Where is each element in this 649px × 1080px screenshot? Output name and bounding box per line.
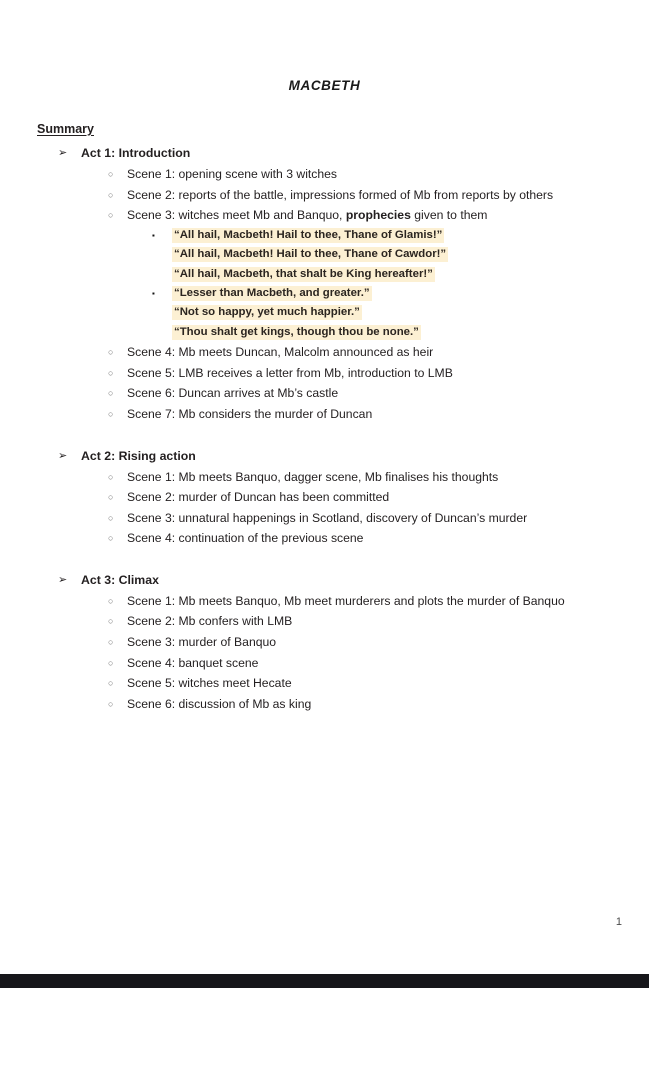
arrow-bullet-icon: ➢ xyxy=(58,449,68,462)
scene-text: Scene 3: witches meet Mb and Banquo, xyxy=(127,208,346,223)
quote-item xyxy=(0,265,649,284)
act-label: Act 1: Introduction xyxy=(81,146,191,160)
circle-bullet-icon: ○ xyxy=(108,388,114,399)
scene-item xyxy=(0,653,649,674)
scene-item xyxy=(0,185,649,206)
circle-bullet-icon: ○ xyxy=(108,698,114,709)
highlighted-quote-text: “Not so happy, yet much happier.” xyxy=(174,306,360,319)
scene-text: Scene 3: murder of Banquo xyxy=(127,635,277,650)
scene-text: Scene 4: continuation of the previous scene xyxy=(127,531,364,546)
scene-item xyxy=(0,528,649,549)
scene-text: Scene 6: Duncan arrives at Mb’s castle xyxy=(127,386,339,401)
scene-text: Scene 4: Mb meets Duncan, Malcolm announced as heir xyxy=(127,345,434,360)
quote-item xyxy=(0,323,649,342)
quote-item xyxy=(0,226,649,245)
circle-bullet-icon: ○ xyxy=(108,657,114,668)
scene-item xyxy=(0,404,649,425)
act-label: Act 3: Climax xyxy=(81,572,159,587)
scene-item xyxy=(0,467,649,488)
scene-text: Scene 5: witches meet Hecate xyxy=(127,676,292,691)
scene-item xyxy=(0,694,649,715)
scene-text-tail: given to them xyxy=(410,208,488,223)
scene-text: Scene 4: banquet scene xyxy=(127,655,259,670)
below-page-area xyxy=(0,988,649,1080)
scene-item xyxy=(0,611,649,632)
page-title: MACBETH xyxy=(288,78,361,93)
circle-bullet-icon: ○ xyxy=(108,492,114,503)
circle-bullet-icon: ○ xyxy=(108,189,114,200)
act-heading xyxy=(0,570,649,591)
scene-item xyxy=(0,591,649,612)
scene-item xyxy=(0,632,649,653)
circle-bullet-icon: ○ xyxy=(108,408,114,419)
scene-text: Scene 2: Mb confers with LMB xyxy=(127,614,293,629)
highlighted-quote-text: “All hail, Macbeth, that shalt be King hereafter!” xyxy=(174,267,433,280)
circle-bullet-icon: ○ xyxy=(108,169,114,179)
circle-bullet-icon: ○ xyxy=(108,533,114,544)
act-heading xyxy=(0,143,649,164)
scene-item xyxy=(0,342,649,363)
square-bullet-icon: ▪ xyxy=(152,230,155,240)
arrow-bullet-icon: ➢ xyxy=(58,147,68,159)
scene-item xyxy=(0,363,649,384)
highlighted-quote-text: “All hail, Macbeth! Hail to thee, Thane of Glamis!” xyxy=(174,228,443,241)
circle-bullet-icon: ○ xyxy=(108,347,114,358)
scene-text: Scene 1: Mb meets Banquo, dagger scene, Mb finalises his thoughts xyxy=(127,469,499,484)
highlighted-quote-text: “Lesser than Macbeth, and greater.” xyxy=(174,286,370,299)
highlighted-quote-text: “All hail, Macbeth! Hail to thee, Thane of Cawdor!” xyxy=(174,248,447,261)
circle-bullet-icon: ○ xyxy=(108,595,114,606)
act-heading xyxy=(0,446,649,467)
square-bullet-icon: ▪ xyxy=(152,288,155,298)
scene-text: Scene 6: discussion of Mb as king xyxy=(127,696,312,711)
scene-item xyxy=(0,673,649,694)
circle-bullet-icon: ○ xyxy=(108,210,114,221)
scene-text: Scene 7: Mb considers the murder of Duncan xyxy=(127,406,373,421)
section-heading-summary: Summary xyxy=(37,122,94,136)
scene-item xyxy=(0,205,649,226)
circle-bullet-icon: ○ xyxy=(108,471,114,482)
act-label: Act 2: Rising action xyxy=(81,448,196,463)
act-spacer xyxy=(0,549,649,570)
scene-item xyxy=(0,164,649,185)
page-number: 1 xyxy=(615,916,622,928)
scene-item xyxy=(0,487,649,508)
outline-list xyxy=(0,143,649,714)
scene-text: Scene 3: unnatural happenings in Scotland, discovery of Duncan’s murder xyxy=(127,510,528,525)
scene-item xyxy=(0,383,649,404)
quote-item xyxy=(0,303,649,322)
highlighted-quote-text: “Thou shalt get kings, though thou be none.” xyxy=(174,325,419,338)
scene-text: Scene 2: murder of Duncan has been committed xyxy=(127,490,390,505)
scene-text: Scene 1: Mb meets Banquo, Mb meet murderers and plots the murder of Banquo xyxy=(127,593,565,608)
arrow-bullet-icon: ➢ xyxy=(58,573,68,586)
scene-text: Scene 2: reports of the battle, impressions formed of Mb from reports by others xyxy=(127,187,554,202)
quote-item xyxy=(0,284,649,303)
scene-emphasis: prophecies xyxy=(345,208,411,223)
circle-bullet-icon: ○ xyxy=(108,616,114,627)
circle-bullet-icon: ○ xyxy=(108,678,114,689)
circle-bullet-icon: ○ xyxy=(108,367,114,378)
circle-bullet-icon: ○ xyxy=(108,637,114,648)
circle-bullet-icon: ○ xyxy=(108,512,114,523)
bottom-divider-bar xyxy=(0,974,649,988)
scene-item xyxy=(0,508,649,529)
act-spacer xyxy=(0,425,649,446)
scene-text: Scene 5: LMB receives a letter from Mb, introduction to LMB xyxy=(127,365,453,380)
scene-text: Scene 1: opening scene with 3 witches xyxy=(127,167,338,181)
quote-item xyxy=(0,245,649,264)
